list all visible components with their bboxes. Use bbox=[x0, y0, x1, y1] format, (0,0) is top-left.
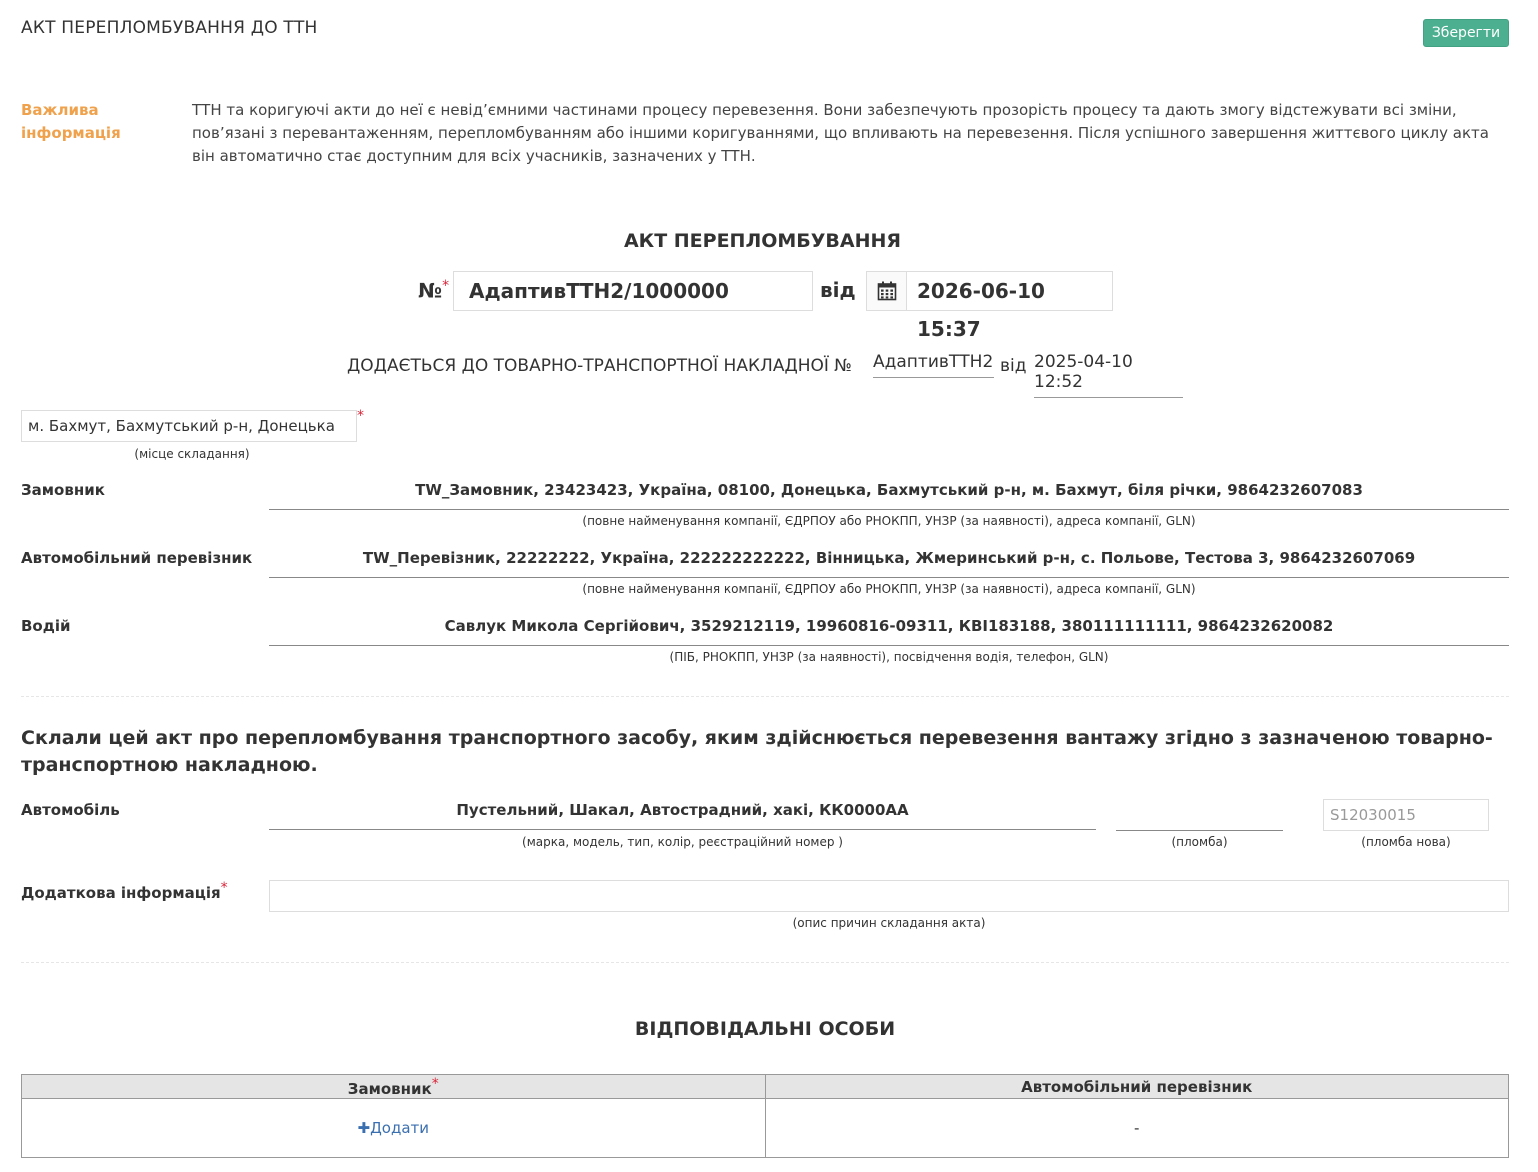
customer-label: Замовник bbox=[21, 481, 105, 499]
customer-value: TW_Замовник, 23423423, Україна, 08100, Донецька, Бахмутський р-н, м. Бахмут, біля річки, 9864232607083 bbox=[269, 481, 1509, 510]
divider bbox=[21, 962, 1509, 963]
additional-info-label bbox=[21, 880, 228, 902]
info-text: ТТН та коригуючі акти до неї є невід’ємними частинами процесу перевезення. Вони забезпечують прозорість процесу та дають змогу відстежувати всі зміни, пов’язані з перевантаженням, перепломбуванням або іншими коригуваннями, що впливають на перевезення. Після успішного завершення життєвого циклу акта він автоматично стає доступним для всіх учасників, зазначених у ТТН. bbox=[192, 101, 1489, 165]
required-mark: * bbox=[442, 278, 450, 294]
act-title: АКТ ПЕРЕПЛОМБУВАННЯ bbox=[623, 230, 902, 252]
carrier-cell: - bbox=[765, 1099, 1509, 1158]
vehicle-label: Автомобіль bbox=[21, 801, 120, 819]
statement: Склали цей акт про перепломбування транспортного засобу, яким здійснюється перевезення вантажу згідно з зазначеною товарно-транспортною накладною. bbox=[21, 727, 1493, 776]
act-number-label-text: № bbox=[418, 278, 443, 303]
add-customer-link[interactable] bbox=[357, 1119, 429, 1137]
required-mark: * bbox=[220, 880, 228, 896]
vehicle-hint: (марка, модель, тип, колір, реєстраційний номер ) bbox=[522, 835, 843, 849]
attach-text: ДОДАЄТЬСЯ ДО ТОВАРНО-ТРАНСПОРТНОЇ НАКЛАДНОЇ № bbox=[347, 356, 852, 376]
ttn-number: АдаптивТТН2 bbox=[873, 352, 994, 378]
place-input[interactable] bbox=[21, 410, 357, 442]
plus-icon: ✚ bbox=[357, 1119, 371, 1137]
new-seal-input[interactable] bbox=[1323, 799, 1489, 831]
col-carrier-header: Автомобільний перевізник bbox=[765, 1075, 1509, 1099]
col-customer-header-text: Замовник bbox=[347, 1079, 432, 1098]
save-button[interactable]: Зберегти bbox=[1423, 19, 1509, 47]
ttn-date: 2025-04-10 12:52 bbox=[1034, 352, 1183, 398]
seal-field bbox=[1116, 801, 1283, 831]
calendar-icon[interactable] bbox=[867, 272, 907, 310]
place-required-mark: * bbox=[357, 408, 364, 424]
new-seal-hint: (пломба нова) bbox=[1361, 835, 1451, 849]
carrier-hint: (повне найменування компанії, ЄДРПОУ або РНОКПП, УНЗР (за наявності), адреса компанії, GLN) bbox=[582, 582, 1196, 596]
customer-hint: (повне найменування компанії, ЄДРПОУ або РНОКПП, УНЗР (за наявності), адреса компанії, GLN) bbox=[582, 514, 1196, 528]
responsible-table bbox=[21, 1074, 1509, 1158]
driver-hint: (ПІБ, РНОКПП, УНЗР (за наявності), посвідчення водія, телефон, GLN) bbox=[669, 650, 1109, 664]
required-mark: * bbox=[431, 1075, 439, 1092]
responsible-title: ВІДПОВІДАЛЬНІ ОСОБИ bbox=[634, 1018, 896, 1040]
vehicle-value: Пустельний, Шакал, Автострадний, хакі, КК0000АА bbox=[269, 801, 1096, 830]
carrier-label: Автомобільний перевізник bbox=[21, 549, 253, 567]
act-date-value[interactable]: 2026-06-10 15:37 bbox=[917, 279, 1045, 341]
info-label: Важлива інформація bbox=[21, 101, 121, 142]
col-customer-header bbox=[22, 1075, 766, 1099]
act-number-input[interactable] bbox=[453, 271, 813, 311]
ttn-date-from-label: від bbox=[1000, 356, 1027, 376]
place-hint: (місце складання) bbox=[134, 447, 250, 461]
additional-info-input[interactable] bbox=[269, 880, 1509, 912]
page-title: АКТ ПЕРЕПЛОМБУВАННЯ ДО ТТН bbox=[21, 18, 318, 38]
customer-cell bbox=[22, 1099, 766, 1158]
additional-info-hint: (опис причин складання акта) bbox=[792, 916, 986, 930]
carrier-value: TW_Перевізник, 22222222, Україна, 222222222222, Вінницька, Жмеринський р-н, с. Польове, Тестова 3, 9864232607069 bbox=[269, 549, 1509, 578]
table-row bbox=[22, 1099, 1509, 1158]
driver-value: Савлук Микола Сергійович, 3529212119, 19960816-09311, КВІ183188, 380111111111, 9864232620082 bbox=[269, 617, 1509, 646]
add-label[interactable]: Додати bbox=[370, 1119, 430, 1137]
divider bbox=[21, 696, 1509, 697]
additional-info-label-text: Додаткова інформація bbox=[21, 884, 221, 902]
act-date-from-label: від bbox=[820, 278, 856, 302]
seal-hint: (пломба) bbox=[1171, 835, 1228, 849]
act-number-label bbox=[418, 278, 449, 303]
act-date-field[interactable] bbox=[866, 271, 1113, 341]
driver-label: Водій bbox=[21, 617, 71, 635]
